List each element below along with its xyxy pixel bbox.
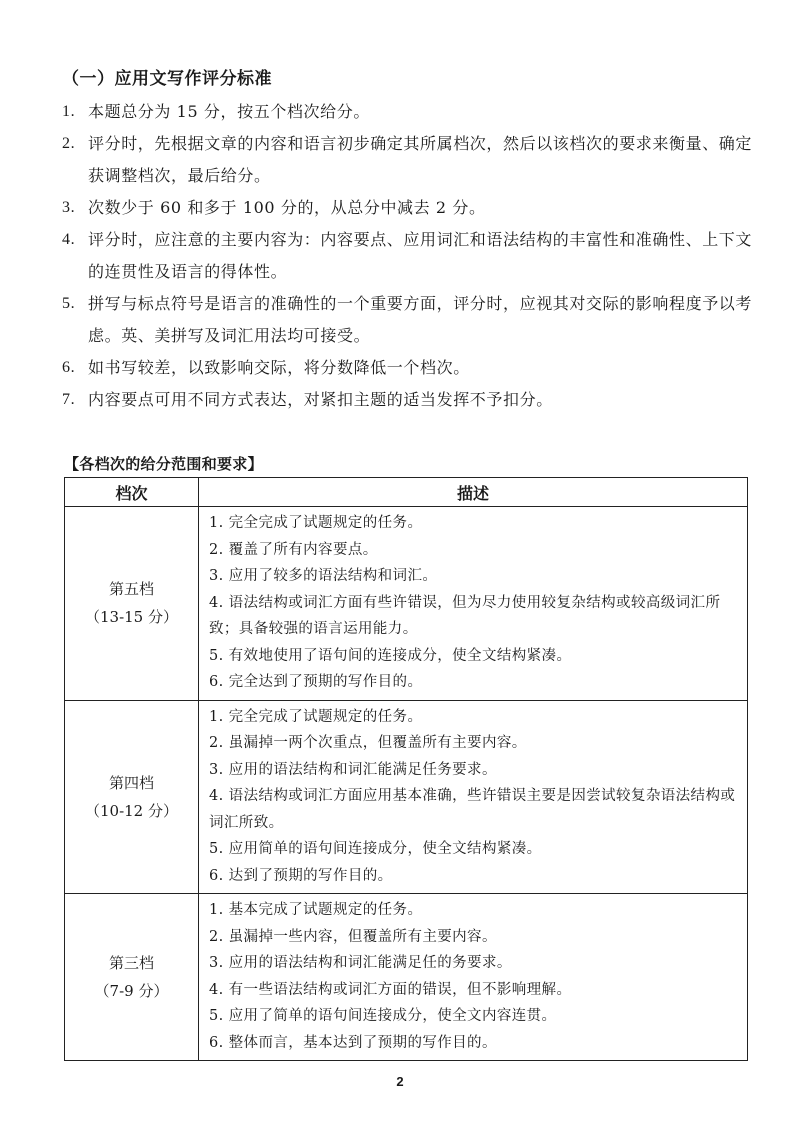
description-item: 4. 语法结构或词汇方面有些许错误，但为尽力使用较复杂结构或较高级词汇所致；具备较强的语言运用能力。 bbox=[209, 594, 721, 637]
level-cell bbox=[65, 894, 199, 1061]
table-header-row bbox=[65, 478, 748, 507]
level-name: 第三档 bbox=[108, 954, 154, 972]
rule-text: 内容要点可用不同方式表达，对紧扣主题的适当发挥不予扣分。 bbox=[88, 390, 553, 409]
level-name: 第五档 bbox=[108, 580, 154, 599]
rule-text: 次数少于 60 和多于 100 分的，从总分中减去 2 分。 bbox=[88, 198, 486, 217]
section-title: （一）应用文写作评分标准 bbox=[62, 69, 272, 89]
rule-text: 本题总分为 15 分，按五个档次给分。 bbox=[88, 102, 370, 121]
description-item: 4. 有一些语法结构或词汇方面的错误，但不影响理解。 bbox=[209, 981, 572, 998]
description-list bbox=[199, 507, 747, 700]
rule-item bbox=[62, 224, 752, 288]
rule-item bbox=[62, 384, 752, 416]
table-row bbox=[65, 507, 748, 701]
description-list bbox=[199, 894, 747, 1060]
rule-number: 1. bbox=[62, 103, 76, 120]
rule-item bbox=[62, 192, 752, 224]
description-item: 5. 应用简单的语句间连接成分，使全文结构紧凑。 bbox=[209, 841, 542, 857]
rule-number: 4. bbox=[62, 231, 76, 248]
description-list bbox=[199, 701, 747, 894]
description-item: 1. 完全完成了试题规定的任务。 bbox=[209, 708, 423, 725]
description-cell bbox=[199, 507, 748, 701]
description-item: 6. 达到了预期的写作目的。 bbox=[209, 867, 393, 884]
level-range: （10-12 分） bbox=[84, 801, 178, 820]
description-item: 6. 完全达到了预期的写作目的。 bbox=[209, 674, 423, 690]
description-item: 2. 覆盖了所有内容要点。 bbox=[209, 541, 378, 558]
description-item: 4. 语法结构或词汇方面应用基本准确，些许错误主要是因尝试较复杂语法结构或词汇所致。 bbox=[209, 788, 736, 831]
table-title: 【各档次的给分范围和要求】 bbox=[64, 455, 263, 473]
description-cell bbox=[199, 700, 748, 894]
description-item: 3. 应用的语法结构和词汇能满足任务要求。 bbox=[209, 761, 497, 778]
rule-item bbox=[62, 288, 752, 352]
scoring-levels-table bbox=[64, 477, 748, 1061]
rule-text: 评分时，先根据文章的内容和语言初步确定其所属档次，然后以该档次的要求来衡量、确定获调整档次，最后给分。 bbox=[88, 134, 753, 185]
rule-number: 3. bbox=[62, 199, 76, 216]
rule-item bbox=[62, 128, 752, 192]
description-column-header: 描述 bbox=[199, 478, 748, 507]
description-item: 5. 有效地使用了语句间的连接成分，使全文结构紧凑。 bbox=[209, 647, 572, 664]
description-item: 3. 应用了较多的语法结构和词汇。 bbox=[209, 568, 438, 584]
description-item: 3. 应用的语法结构和词汇能满足任的务要求。 bbox=[209, 955, 512, 971]
level-column-header: 档次 bbox=[65, 478, 199, 507]
rule-number: 5. bbox=[62, 295, 76, 312]
level-name: 第四档 bbox=[108, 773, 154, 792]
description-cell bbox=[199, 894, 748, 1061]
description-item: 6. 整体而言，基本达到了预期的写作目的。 bbox=[209, 1034, 497, 1051]
level-range: （13-15 分） bbox=[84, 608, 178, 627]
description-item: 1. 完全完成了试题规定的任务。 bbox=[209, 515, 423, 531]
level-cell bbox=[65, 507, 199, 701]
table-row bbox=[65, 700, 748, 894]
rule-text: 评分时，应注意的主要内容为：内容要点、应用词汇和语法结构的丰富性和准确性、上下文的连贯性及语言的得体性。 bbox=[88, 230, 753, 281]
description-item: 2. 虽漏掉一些内容，但覆盖所有主要内容。 bbox=[209, 928, 497, 945]
rules-list bbox=[62, 96, 752, 416]
level-range: （7-9 分） bbox=[94, 982, 169, 1000]
rule-number: 7. bbox=[62, 391, 76, 408]
rule-text: 如书写较差，以致影响交际，将分数降低一个档次。 bbox=[88, 358, 470, 377]
description-item: 2. 虽漏掉一两个次重点，但覆盖所有主要内容。 bbox=[209, 735, 527, 751]
table-row bbox=[65, 894, 748, 1061]
rule-item bbox=[62, 96, 752, 128]
rule-number: 6. bbox=[62, 359, 76, 376]
rule-text: 拼写与标点符号是语言的准确性的一个重要方面，评分时，应视其对交际的影响程度予以考虑。英、美拼写及词汇用法均可接受。 bbox=[88, 294, 753, 345]
level-cell bbox=[65, 700, 199, 894]
description-item: 1. 基本完成了试题规定的任务。 bbox=[209, 902, 423, 918]
description-item: 5. 应用了简单的语句间连接成分，使全文内容连贯。 bbox=[209, 1008, 557, 1024]
rule-item bbox=[62, 352, 752, 384]
rule-number: 2. bbox=[62, 135, 76, 152]
page-number: 2 bbox=[396, 1074, 404, 1089]
